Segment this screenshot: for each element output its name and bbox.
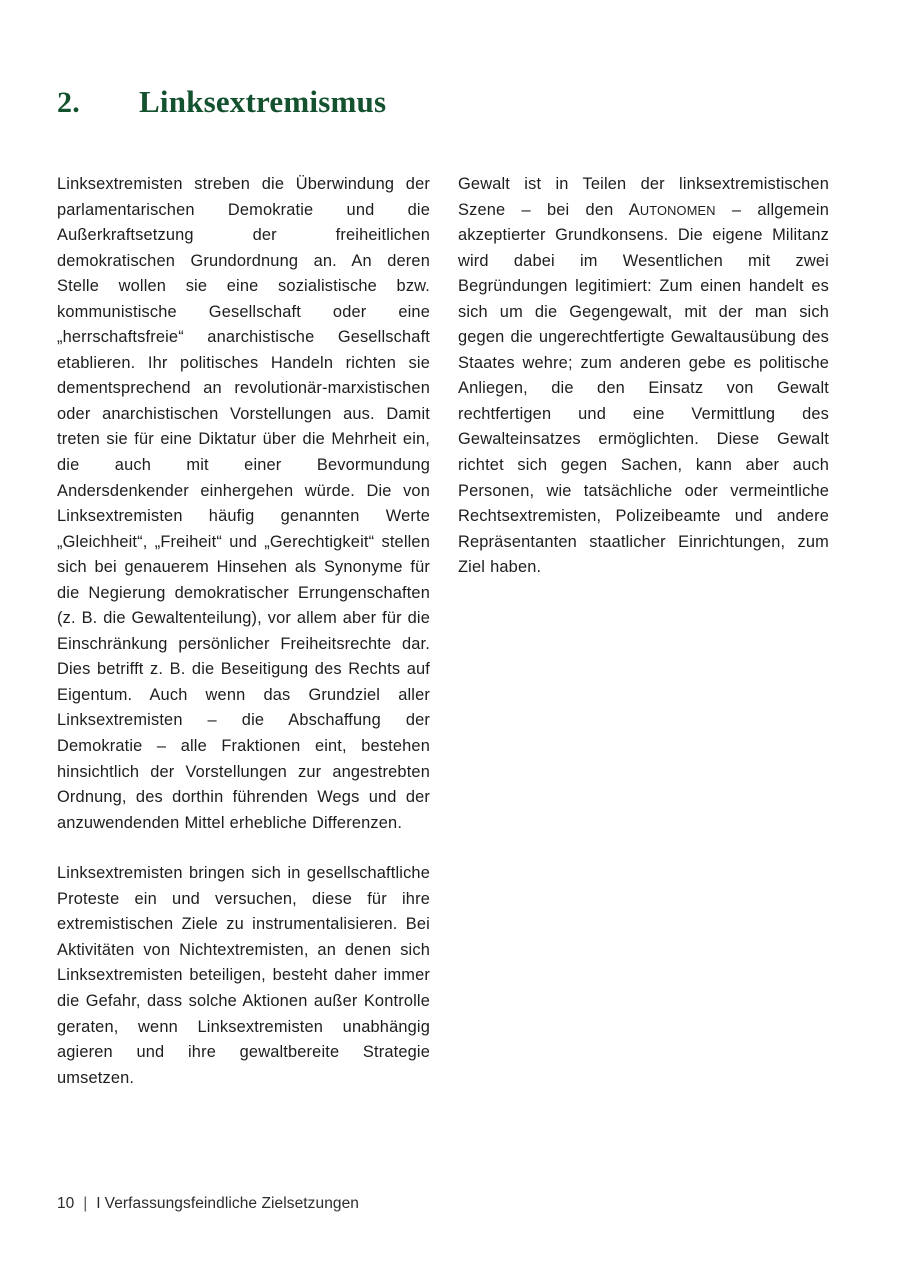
paragraph: Linksextremisten streben die Überwindung der parlamentarischen Demokratie und die Außerkraftsetzung der freiheitlichen demokratischen Grundordnung an. An deren Stelle wollen sie eine sozialistische bzw. kommunistische Gesellschaft oder eine „herrschaftsfreie“ anarchistische Gesellschaft etablieren. Ihr politisches Handeln richten sie dementsprechend an revolutionär-marxistischen oder anarchistischen Vorstellungen aus. Damit treten sie für eine Diktatur über die Mehrheit ein, die auch mit einer Bevormundung Andersdenkender einhergehen würde. Die von Linksextremisten häufig genannten Werte „Gleichheit“, „Freiheit“ und „Gerechtigkeit“ stellen sich bei genauerem Hinsehen als Synonyme für die Negierung demokratischer Errungenschaften (z. B. die Gewaltenteilung), vor allem aber für die Einschränkung persönlicher Freiheitsrechte dar. Dies betrifft z. B. die Beseitigung des Rechts auf Eigentum. Auch wenn das Grundziel aller Linksextremisten – die Abschaffung der Demokratie – alle Fraktionen eint, bestehen hinsichtlich der Vorstellungen zur angestrebten Ordnung, des dorthin führenden Wegs und der anzuwendenden Mittel erhebliche Differenzen. <box>57 175 430 832</box>
smallcaps-rest: UTONOMEN <box>639 202 716 218</box>
column-right <box>458 172 829 581</box>
paragraph <box>458 172 829 581</box>
part-numeral: I <box>96 1195 101 1212</box>
smallcaps-initial: A <box>628 200 640 219</box>
chapter-title: Linksextremismus <box>139 83 387 119</box>
running-head <box>96 1193 359 1215</box>
page-title <box>57 83 837 122</box>
footer-separator: | <box>83 1195 88 1212</box>
column-left <box>57 172 430 1091</box>
two-column-text-body <box>57 172 829 1132</box>
page-footer <box>57 1193 359 1215</box>
running-head-title: Verfassungsfeindliche Zielsetzungen <box>104 1195 359 1212</box>
paragraph-text-after-smallcaps: – allgemein akzeptierter Grundkonsens. Die eigene Militanz wird dabei im Wesentlichen mit zwei Begründungen legitimiert: Zum einen handelt es sich um die Gegengewalt, mit der man sich gegen die ungerechtfertigte Gewaltausübung des Staates wehre; zum anderen gebe es politische Anliegen, die den Einsatz von Gewalt rechtfertigen und eine Vermittlung des Gewalteinsatzes ermöglichten. Diese Gewalt richtet sich gegen Sachen, kann aber auch Personen, wie tatsächliche oder vermeintliche Rechtsextremisten, Polizeibeamte und andere Repräsentanten staatlicher Einrichtungen, zum Ziel haben. <box>458 200 829 577</box>
paragraph-text-before-smallcaps: Gewalt ist in Teilen der linksextremistischen Szene – bei den <box>458 175 829 219</box>
page-number: 10 <box>57 1195 75 1212</box>
smallcaps-term-autonomen <box>629 201 716 219</box>
chapter-number: 2. <box>57 85 80 119</box>
paragraph: Linksextremisten bringen sich in gesellschaftliche Proteste ein und versuchen, diese für ihre extremistischen Ziele zu instrumentalisieren. Bei Aktivitäten von Nichtextremisten, an denen sich Linksextremisten beteiligen, besteht daher immer die Gefahr, dass solche Aktionen außer Kontrolle geraten, wenn Linksextremisten unabhängig agieren und ihre gewaltbereite Strategie umsetzen. <box>57 864 430 1087</box>
